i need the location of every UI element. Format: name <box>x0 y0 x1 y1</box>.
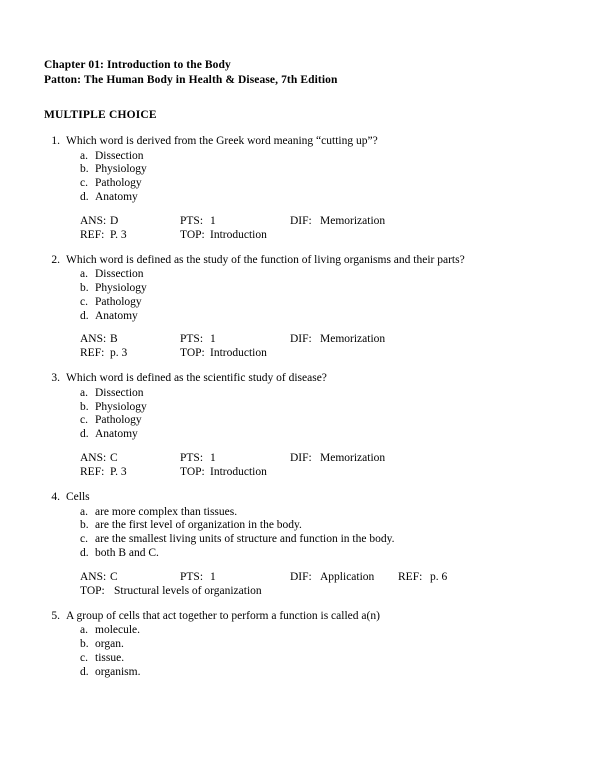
choice-item[interactable] <box>66 268 556 282</box>
choice-text: are more complex than tissues. <box>95 505 238 518</box>
answer-row <box>80 451 556 465</box>
dif-label: DIF: <box>290 570 312 583</box>
topic-row <box>80 584 556 598</box>
pts-value: 1 <box>210 214 216 227</box>
dif-label: DIF: <box>290 214 312 227</box>
choice-list <box>66 150 556 205</box>
choice-item[interactable] <box>66 624 556 638</box>
ref-label: REF: <box>398 570 423 583</box>
top-label: TOP: <box>80 584 105 597</box>
top-value: Introduction <box>210 228 267 241</box>
choice-letter: d. <box>80 309 89 322</box>
pts-label: PTS: <box>180 570 204 583</box>
choice-letter: d. <box>80 190 89 203</box>
choice-item[interactable] <box>66 519 556 533</box>
question-list <box>44 134 556 679</box>
choice-letter: c. <box>80 414 88 427</box>
choice-text: Dissection <box>95 149 144 162</box>
question-number: 1. <box>51 135 60 147</box>
choice-item[interactable] <box>66 414 556 428</box>
choice-text: Anatomy <box>95 309 138 322</box>
choice-item[interactable] <box>66 652 556 666</box>
choice-item[interactable] <box>66 177 556 191</box>
choice-letter: c. <box>80 533 88 546</box>
ref-label: REF: <box>80 228 105 241</box>
dif-value: Memorization <box>320 452 386 465</box>
pts-label: PTS: <box>180 452 204 465</box>
top-label: TOP: <box>180 228 205 241</box>
question-stem: A group of cells that act together to perform a function is called a(n) <box>66 609 380 622</box>
ans-label: ANS: <box>80 452 107 465</box>
choice-item[interactable] <box>66 666 556 680</box>
choice-item[interactable] <box>66 428 556 442</box>
choice-item[interactable] <box>66 638 556 652</box>
top-value: Structural levels of organization <box>114 584 262 597</box>
answer-row <box>80 332 556 346</box>
choice-list <box>66 268 556 323</box>
choice-list <box>66 506 556 561</box>
choice-letter: b. <box>80 163 89 176</box>
top-value: Introduction <box>210 466 267 479</box>
ref-label: REF: <box>80 347 105 360</box>
choice-text: Physiology <box>95 400 147 413</box>
ref-value: P. 3 <box>110 466 127 479</box>
choice-text: Anatomy <box>95 428 138 441</box>
dif-value: Memorization <box>320 333 386 346</box>
header-book-title: Patton: The Human Body in Health & Disease, 7th Edition <box>44 74 338 86</box>
choice-item[interactable] <box>66 282 556 296</box>
question-number: 5. <box>51 609 60 622</box>
choice-text: organism. <box>95 665 141 678</box>
question-stem: Which word is defined as the study of the function of living organisms and their parts? <box>66 253 465 266</box>
answer-block <box>66 214 556 242</box>
ans-value: C <box>110 452 118 465</box>
top-label: TOP: <box>180 347 205 360</box>
choice-letter: a. <box>80 386 88 399</box>
question-item <box>44 134 556 242</box>
choice-letter: a. <box>80 624 88 637</box>
choice-letter: a. <box>80 149 88 162</box>
ans-label: ANS: <box>80 214 107 227</box>
pts-label: PTS: <box>180 214 204 227</box>
header-chapter-title: Chapter 01: Introduction to the Body <box>44 59 231 71</box>
question-number: 3. <box>51 372 60 385</box>
choice-letter: b. <box>80 281 89 294</box>
choice-item[interactable] <box>66 547 556 561</box>
reference-row <box>80 228 556 242</box>
reference-row <box>80 465 556 479</box>
answer-block <box>66 332 556 360</box>
question-stem: Which word is defined as the scientific study of disease? <box>66 372 327 385</box>
choice-letter: a. <box>80 268 88 281</box>
ans-value: B <box>110 333 118 346</box>
choice-text: Pathology <box>95 295 142 308</box>
choice-letter: d. <box>80 546 89 559</box>
ref-value: p. 3 <box>110 347 128 360</box>
dif-label: DIF: <box>290 333 312 346</box>
choice-letter: d. <box>80 665 89 678</box>
question-stem: Which word is derived from the Greek word meaning “cutting up”? <box>66 135 378 147</box>
choice-list <box>66 624 556 679</box>
top-label: TOP: <box>180 466 205 479</box>
choice-item[interactable] <box>66 401 556 415</box>
choice-text: organ. <box>95 638 124 651</box>
answer-row <box>80 570 556 584</box>
pts-value: 1 <box>210 452 216 465</box>
question-item <box>44 609 556 680</box>
ans-label: ANS: <box>80 333 107 346</box>
dif-label: DIF: <box>290 452 312 465</box>
pts-value: 1 <box>210 570 216 583</box>
answer-block <box>66 451 556 479</box>
choice-text: Physiology <box>95 163 147 176</box>
choice-letter: d. <box>80 428 89 441</box>
choice-letter: b. <box>80 519 89 532</box>
ref-label: REF: <box>80 466 105 479</box>
ans-value: D <box>110 214 119 227</box>
choice-item[interactable] <box>66 533 556 547</box>
choice-item[interactable] <box>66 310 556 324</box>
choice-text: molecule. <box>95 624 141 637</box>
ans-label: ANS: <box>80 570 107 583</box>
question-stem: Cells <box>66 491 90 504</box>
dif-value: Application <box>320 570 375 583</box>
question-item <box>44 490 556 598</box>
question-item <box>44 253 556 361</box>
choice-letter: b. <box>80 638 89 651</box>
choice-text: are the first level of organization in the body. <box>95 519 302 532</box>
choice-item[interactable] <box>66 296 556 310</box>
pts-label: PTS: <box>180 333 204 346</box>
ans-value: C <box>110 570 118 583</box>
choice-text: are the smallest living units of structure and function in the body. <box>95 533 395 546</box>
choice-text: Dissection <box>95 386 144 399</box>
choice-item[interactable] <box>66 150 556 164</box>
choice-text: Pathology <box>95 177 142 190</box>
choice-text: Dissection <box>95 268 144 281</box>
top-value: Introduction <box>210 347 267 360</box>
choice-letter: a. <box>80 505 88 518</box>
choice-item[interactable] <box>66 191 556 205</box>
choice-letter: c. <box>80 295 88 308</box>
choice-letter: c. <box>80 651 88 664</box>
choice-item[interactable] <box>66 163 556 177</box>
ref-value: P. 3 <box>110 228 127 241</box>
choice-item[interactable] <box>66 506 556 520</box>
choice-letter: b. <box>80 400 89 413</box>
choice-text: both B and C. <box>95 546 159 559</box>
choice-item[interactable] <box>66 387 556 401</box>
section-title: MULTIPLE CHOICE <box>44 109 157 121</box>
document-header <box>44 58 556 88</box>
choice-text: Physiology <box>95 281 147 294</box>
dif-value: Memorization <box>320 214 386 227</box>
choice-text: Anatomy <box>95 190 138 203</box>
reference-row <box>80 346 556 360</box>
pts-value: 1 <box>210 333 216 346</box>
choice-text: tissue. <box>95 651 125 664</box>
question-number: 2. <box>51 253 60 266</box>
answer-row <box>80 214 556 228</box>
choice-list <box>66 387 556 442</box>
question-number: 4. <box>51 491 60 504</box>
answer-block <box>66 570 556 598</box>
choice-letter: c. <box>80 177 88 190</box>
question-item <box>44 371 556 479</box>
ref-value: p. 6 <box>430 570 448 583</box>
choice-text: Pathology <box>95 414 142 427</box>
